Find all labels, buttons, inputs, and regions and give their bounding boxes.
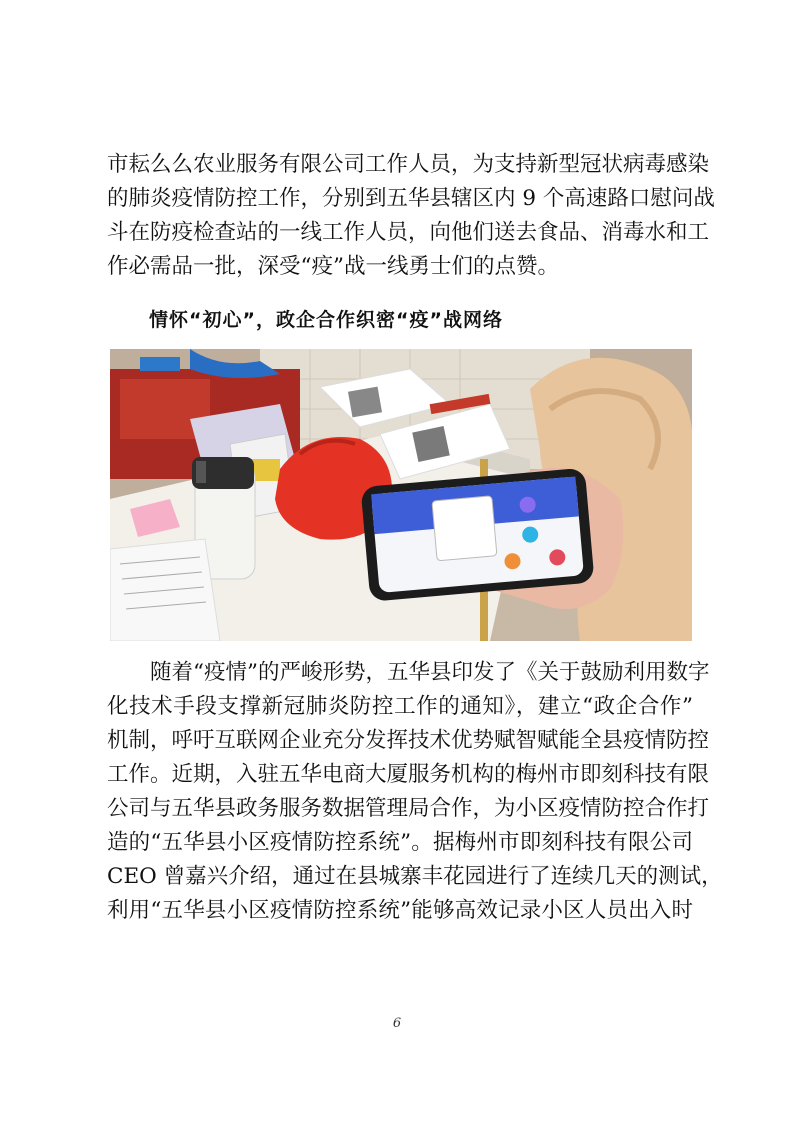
paragraph-line: 工作。近期，入驻五华电商大厦服务机构的梅州市即刻科技有限 [107,762,710,787]
paragraph-line: 随着“疫情”的严峻形势，五华县印发了《关于鼓励利用数字 [150,660,710,685]
section-subheading: 情怀“初心”，政企合作织密“疫”战网络 [149,309,503,331]
paragraph-line: 作必需品一批，深受“疫”战一线勇士们的点赞。 [107,254,559,279]
paragraph-line: 化技术手段支撑新冠肺炎防控工作的通知》，建立“政企合作” [107,694,693,719]
epidemic-control-photo [110,349,692,641]
paragraph-line: 造的“五华县小区疫情防控系统”。据梅州市即刻科技有限公司 [107,830,693,855]
paragraph-line: 市耘么么农业服务有限公司工作人员，为支持新型冠状病毒感染 [107,152,710,177]
page-number: 6 [392,1016,402,1031]
paragraph-line: 的肺炎疫情防控工作，分别到五华县辖区内 9 个高速路口慰问战 [107,186,715,211]
paragraph-2 [107,656,723,928]
paragraph-1 [107,148,715,284]
paragraph-line: 利用“五华县小区疫情防控系统”能够高效记录小区人员出入时 [107,898,693,923]
paragraph-line: 机制，呼吁互联网企业充分发挥技术优势赋智赋能全县疫情防控 [107,728,710,753]
paragraph-line: CEO 曾嘉兴介绍，通过在县城寨丰花园进行了连续几天的测试， [107,864,723,889]
paragraph-line: 斗在防疫检查站的一线工作人员，向他们送去食品、消毒水和工 [107,220,710,245]
paragraph-line: 公司与五华县政务服务数据管理局合作，为小区疫情防控合作打 [107,796,710,821]
